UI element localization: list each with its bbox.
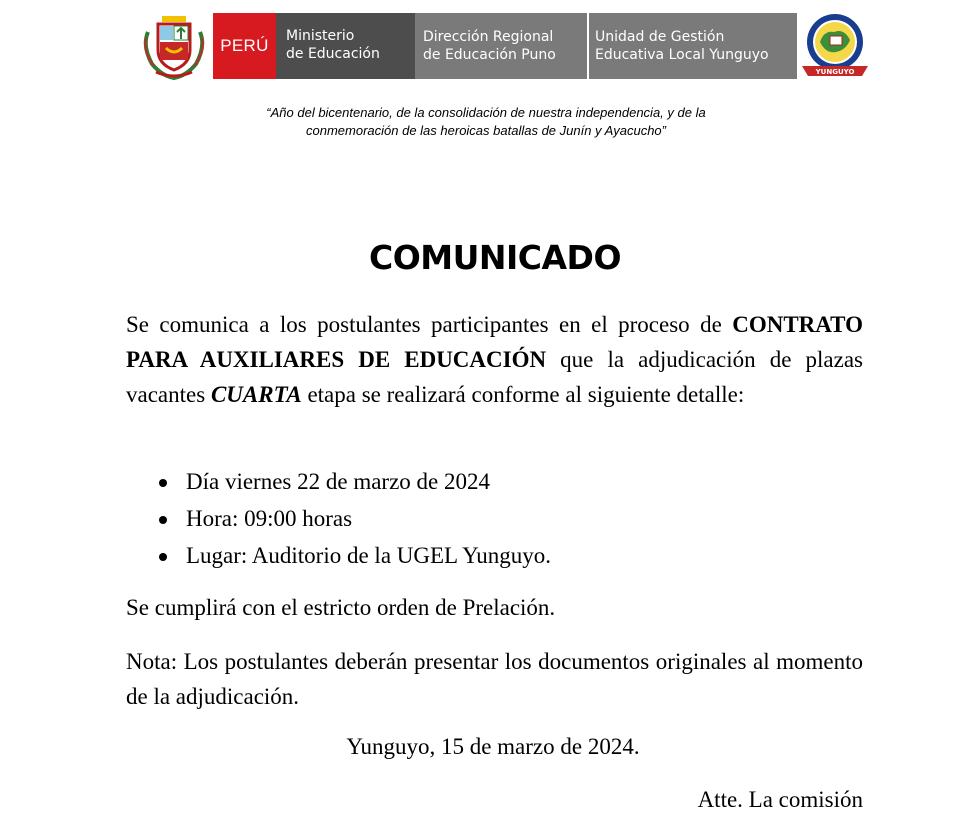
logo-caption: YUNGUYO: [815, 68, 855, 76]
detail-time: Hora: 09:00 horas: [186, 506, 353, 531]
detail-place: Lugar: Auditorio de la UGEL Yunguyo.: [186, 543, 551, 568]
details-list: [126, 463, 551, 574]
ugel-yunguyo-logo: [800, 12, 870, 80]
ministry-line-2: de Educación: [286, 46, 380, 62]
order-note: Se cumplirá con el estricto orden de Prelación.: [126, 595, 556, 620]
bullet-icon: [159, 553, 167, 561]
process-name: CONTRATO PARA AUXILIARES DE EDUCACIÓN: [126, 312, 863, 372]
intro-paragraph: [126, 307, 863, 412]
regional-directorate-banner: [415, 13, 587, 79]
bullet-icon: [159, 479, 167, 487]
intro-text-3: etapa se realizará conforme al siguiente detalle:: [301, 382, 745, 407]
detail-date: Día viernes 22 de marzo de 2024: [186, 469, 491, 494]
motto-line-2: conmemoración de las heroicas batallas de Junín y Ayacucho”: [306, 123, 666, 138]
page-title: COMUNICADO: [368, 238, 621, 277]
intro-text-2: que la adjudicación de plazas vacantes: [126, 347, 863, 407]
coat-of-arms-icon: [140, 12, 208, 80]
ugel-line-1: Unidad de Gestión: [595, 29, 725, 45]
signature: Atte. La comisión: [697, 787, 863, 812]
list-item: [126, 463, 551, 500]
regional-line-2: de Educación Puno: [423, 47, 556, 63]
intro-text-1: Se comunica a los postulantes participantes en el proceso de: [126, 312, 733, 337]
list-item: [126, 537, 551, 574]
documents-note: Nota: Los postulantes deberán presentar los documentos originales al momento de la adjudicación.: [126, 649, 863, 709]
motto-line-1: “Año del bicentenario, de la consolidación de nuestra independencia, y de la: [266, 105, 706, 120]
ugel-line-2: Educativa Local Yunguyo: [595, 47, 769, 63]
stage-name: CUARTA: [210, 382, 302, 407]
ugel-banner: [589, 13, 797, 79]
peru-ministry-banner: [213, 13, 424, 79]
ministry-line-1: Ministerio: [286, 28, 355, 44]
date-line: Yunguyo, 15 de marzo de 2024.: [346, 734, 640, 759]
bullet-icon: [159, 516, 167, 524]
year-motto: [0, 104, 972, 140]
ministry-label: [286, 27, 380, 63]
list-item: [126, 500, 551, 537]
country-label: PERÚ: [213, 13, 276, 79]
regional-line-1: Dirección Regional: [423, 29, 554, 45]
